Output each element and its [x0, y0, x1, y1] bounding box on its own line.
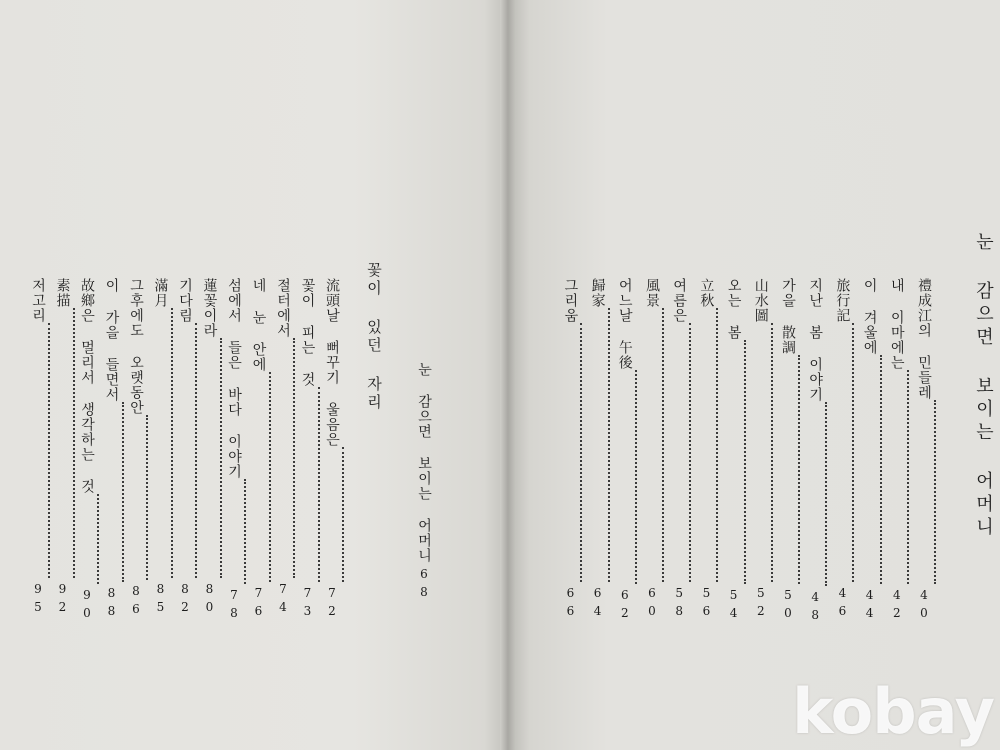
toc-entry-title: 눈 감으면 보이는 어머니 [416, 362, 432, 563]
toc-entry [669, 278, 691, 622]
toc-entry [273, 278, 295, 618]
toc-leader-dots [838, 323, 854, 582]
toc-entry-title: 절터에서 [275, 278, 291, 338]
toc-leader-dots [206, 338, 222, 578]
toc-entry-title: 滿月 [152, 278, 169, 308]
toc-leader-dots [648, 308, 664, 582]
toc-page-number: 40 [917, 588, 931, 624]
toc-entry-title: 流頭날 뻐꾸기 울음은 [324, 278, 340, 447]
toc-page-number: 95 [31, 582, 45, 618]
toc-entry [778, 278, 800, 624]
toc-entry-title: 네 눈 안에 [250, 278, 267, 372]
toc-leader-dots [784, 355, 800, 584]
toc-entry [805, 278, 827, 626]
toc-page-number: 44 [862, 588, 877, 624]
right-page-heading: 눈 감으면 보이는 어머니 [973, 232, 994, 540]
toc-leader-dots [566, 323, 582, 582]
toc-leader-dots [757, 323, 773, 582]
toc-entry-title: 섬에서 들은 바다 이야기 [226, 278, 242, 479]
toc-leader-dots [59, 308, 75, 578]
toc-entry [832, 278, 854, 622]
toc-entry-title: 風景 [644, 278, 660, 308]
toc-entry [887, 278, 909, 624]
toc-entry-title: 故鄉은 멀리서 생각하는 것 [79, 278, 95, 494]
toc-leader-dots [255, 372, 271, 582]
toc-entry-title: 지난 봄 이야기 [807, 278, 824, 402]
toc-entry-title: 禮成江의 민들레 [916, 278, 932, 400]
toc-entry-title: 立秋 [698, 278, 715, 308]
toc-entry [588, 278, 610, 622]
section-heading: 꽃이 있던 자리 [365, 262, 383, 412]
toc-entry [249, 278, 271, 622]
toc-page-number: 73 [300, 586, 315, 622]
toc-entry [53, 278, 75, 618]
toc-entry-title: 그후에도 오랫동안 [128, 278, 144, 415]
toc-leader-dots [304, 387, 320, 582]
toc-entry-title: 저고리 [30, 278, 46, 323]
toc-leader-dots [811, 402, 827, 586]
toc-entry [615, 278, 637, 624]
toc-entry-title: 가을 散調 [780, 278, 796, 355]
toc-page-number: 86 [129, 584, 143, 620]
toc-leader-dots [675, 323, 691, 582]
toc-page-number: 85 [153, 582, 168, 618]
toc-entry-title: 이 겨울에 [861, 278, 878, 355]
toc-page-number: 74 [276, 582, 290, 618]
toc-leader-dots [181, 323, 197, 578]
toc-page-number: 68 [417, 567, 431, 603]
toc-entry-title: 기다림 [177, 278, 193, 323]
toc-leader-dots [893, 370, 909, 584]
toc-entry [77, 278, 99, 624]
toc-page-number: 54 [726, 588, 741, 624]
toc-leader-dots [621, 370, 637, 584]
toc-page-number: 52 [753, 586, 768, 622]
toc-page-number: 66 [563, 586, 578, 622]
toc-page-number: 50 [781, 588, 795, 624]
toc-entry [200, 278, 222, 618]
toc-entry-title: 이 가을 들면서 [103, 278, 120, 402]
toc-entry-title: 素描 [54, 278, 71, 308]
toc-leader-dots [34, 323, 50, 578]
toc-entry [414, 362, 436, 603]
toc-page-number: 80 [202, 582, 217, 618]
toc-entry-title: 여름은 [671, 278, 688, 323]
toc-entry [102, 278, 124, 622]
toc-page-number: 58 [672, 586, 687, 622]
toc-page-number: 64 [590, 586, 605, 622]
toc-leader-dots [132, 415, 148, 580]
toc-page-number: 62 [617, 588, 632, 624]
toc-entry [28, 278, 50, 618]
toc-entry-title: 오는 봄 [725, 278, 742, 340]
toc-entry [322, 278, 344, 622]
toc-leader-dots [730, 340, 746, 584]
toc-page-number: 92 [55, 582, 70, 618]
toc-leader-dots [230, 479, 246, 584]
toc-entry [860, 278, 882, 624]
toc-entry [724, 278, 746, 624]
toc-leader-dots [279, 338, 295, 578]
toc-leader-dots [328, 447, 344, 582]
toc-leader-dots [594, 308, 610, 582]
toc-entry [224, 278, 246, 624]
toc-page-number: 42 [889, 588, 904, 624]
toc-leader-dots [866, 355, 882, 584]
watermark-logo: kobay [792, 675, 994, 748]
toc-leader-dots [157, 308, 173, 578]
toc-entry-title: 그리움 [562, 278, 579, 323]
toc-page-number: 60 [645, 586, 659, 622]
toc-entry [560, 278, 582, 622]
toc-entry-title: 旅行記 [834, 278, 851, 323]
toc-entry [696, 278, 718, 622]
toc-entry [914, 278, 936, 624]
toc-page-number: 90 [80, 588, 94, 624]
toc-leader-dots [108, 402, 124, 582]
toc-entry [151, 278, 173, 618]
toc-entry [298, 278, 320, 622]
toc-page-number: 72 [325, 586, 339, 622]
toc-page-number: 46 [835, 586, 850, 622]
toc-page-number: 48 [808, 590, 823, 626]
toc-entry [126, 278, 148, 620]
toc-leader-dots [702, 308, 718, 582]
toc-entry [175, 278, 197, 618]
toc-entry [751, 278, 773, 622]
toc-page-number: 56 [699, 586, 714, 622]
toc-entry-title: 蓮꽃이라 [201, 278, 218, 338]
toc-entry-title: 山水圖 [752, 278, 769, 323]
toc-entry-title: 歸家 [589, 278, 606, 308]
toc-entry [642, 278, 664, 622]
toc-entry-title: 어느날 午後 [616, 278, 633, 370]
toc-page-number: 78 [227, 588, 241, 624]
book-gutter [500, 0, 516, 750]
toc-page-number: 88 [104, 586, 119, 622]
toc-entry-title: 꽃이 피는 것 [299, 278, 316, 387]
toc-leader-dots [920, 400, 936, 584]
toc-page-number: 76 [251, 586, 266, 622]
toc-page-number: 82 [178, 582, 192, 618]
toc-entry-title: 내 이마에는 [888, 278, 905, 370]
toc-leader-dots [83, 494, 99, 584]
